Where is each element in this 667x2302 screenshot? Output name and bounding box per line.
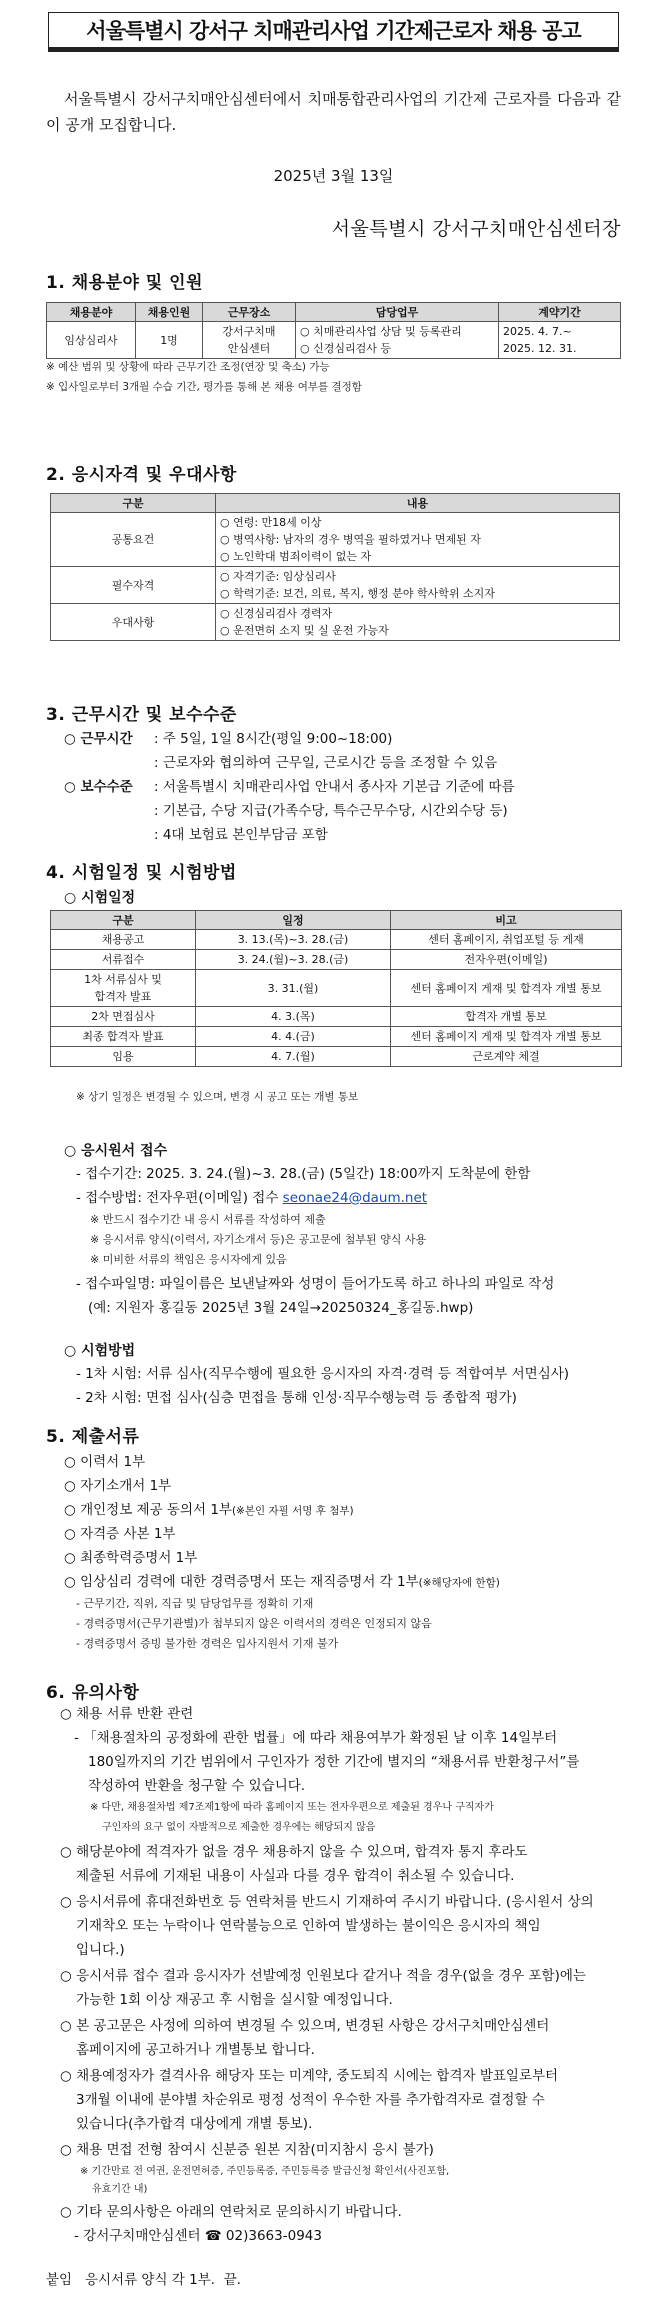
schedule-note: ※ 상기 일정은 변경될 수 있으며, 변경 시 공고 또는 개별 통보 <box>76 1091 359 1103</box>
issuer: 서울특별시 강서구치매안심센터장 <box>331 218 621 240</box>
notice-7: ○ 기타 문의사항은 아래의 연락처로 문의하시기 바랍니다. <box>60 2204 402 2220</box>
section-4-heading: 4. 시험일정 및 시험방법 <box>46 863 237 883</box>
cell-required-label: 필수자격 <box>51 567 216 604</box>
pay-2: : 기본급, 수당 지급(가족수당, 특수근무수당, 시간외수당 등) <box>154 803 508 819</box>
s1-note-1: ※ 예산 범위 및 상황에 따라 근무기간 조정(연장 및 축소) 가능 <box>46 361 330 373</box>
cell-common-items: ○ 연령: 만18세 이상 ○ 병역사항: 남자의 경우 병역을 필하였거나 면제된 자 ○ 노인학대 범죄이력이 없는 자 <box>216 513 620 567</box>
attachment: 붙임 응시서류 양식 각 1부. 끝. <box>46 2272 241 2288</box>
notice-1a: ○ 해당분야에 적격자가 없을 경우 채용하지 않을 수 있으며, 합격자 통지 후라도 <box>60 1844 528 1860</box>
pay-label: ○ 보수수준 <box>64 779 133 795</box>
qualification-table <box>50 493 620 641</box>
notice-5c: 있습니다(추가합격 대상에게 개별 통보). <box>76 2116 313 2132</box>
notice-5a: ○ 채용예정자가 결격사유 해당자 또는 미계약, 중도퇴직 시에는 합격자 발표일로부터 <box>60 2068 559 2084</box>
doc-sub-1: - 근무기간, 직위, 직급 및 담당업무를 정확히 기재 <box>76 1597 314 1610</box>
table-row: 최종 합격자 발표 4. 4.(금) 센터 홈페이지 게재 및 합격자 개별 통보 <box>51 1027 622 1047</box>
cell-period: 2025. 4. 7.~ 2025. 12. 31. <box>499 322 621 359</box>
work-hours-label: ○ 근무시간 <box>64 731 133 747</box>
notice-date: 2025년 3월 13일 <box>273 167 394 185</box>
th-stage: 구분 <box>51 911 196 930</box>
section-6-heading: 6. 유의사항 <box>46 1683 140 1703</box>
intro-text: 서울특별시 강서구치매안심센터에서 치매통합관리사업의 기간제 근로자를 다음과 같이 공개 모집합니다. <box>46 90 621 134</box>
apply-note-2: ※ 응시서류 양식(이력서, 자기소개서 등)은 공고문에 첨부된 양식 사용 <box>90 1233 427 1246</box>
doc-item-1: ○ 이력서 1부 <box>64 1454 146 1470</box>
doc-item-5: ○ 최종학력증명서 1부 <box>64 1550 198 1566</box>
email-link[interactable]: seonae24@daum.net <box>282 1190 428 1206</box>
th-date: 일정 <box>196 911 391 930</box>
contact: - 강서구치매안심센터 ☎ 02)3663-0943 <box>74 2228 322 2244</box>
cell-required-items: ○ 자격기준: 임상심리사 ○ 학력기준: 보건, 의료, 복지, 행정 분야 학사학위 소지자 <box>216 567 620 604</box>
doc-sub-2: - 경력증명서(근무기관별)가 첨부되지 않은 이력서의 경력은 인정되지 않음 <box>76 1617 432 1630</box>
doc-item-6: ○ 임상심리 경력에 대한 경력증명서 또는 재직증명서 각 1부(※해당자에 한함) <box>64 1574 500 1590</box>
table-row: 임용 4. 7.(월) 근로계약 체결 <box>51 1047 622 1067</box>
pay-1: : 서울특별시 치매관리사업 안내서 종사자 기본급 기준에 따름 <box>154 779 515 795</box>
return-note-1: ※ 다만, 채용절차법 제7조제1항에 따라 홈페이지 또는 전자우편으로 제출된 경우나 구직자가 <box>90 1802 494 1813</box>
notice-4a: ○ 본 공고문은 사정에 의하여 변경될 수 있으며, 변경된 사항은 강서구치매안심센터 <box>60 2018 550 2034</box>
work-hours-1: : 주 5일, 1일 8시간(평일 9:00~18:00) <box>154 731 393 747</box>
work-hours-2: : 근로자와 협의하여 근무일, 근로시간 등을 조정할 수 있음 <box>154 755 498 771</box>
th-category: 구분 <box>51 494 216 513</box>
doc-item-4: ○ 자격증 사본 1부 <box>64 1526 176 1542</box>
method-2: - 2차 시험: 면접 심사(심층 면접을 통해 인성·직무수행능력 등 종합적 평가) <box>76 1390 517 1406</box>
method-title: ○ 시험방법 <box>64 1343 136 1359</box>
apply-period: - 접수기간: 2025. 3. 24.(월)~3. 28.(금) (5일간) 18:00까지 도착분에 한함 <box>76 1166 531 1182</box>
notice-1b: 제출된 서류에 기재된 내용이 사실과 다를 경우 합격이 취소될 수 있습니다. <box>76 1868 515 1884</box>
section-3-heading: 3. 근무시간 및 보수수준 <box>46 705 237 725</box>
th-content: 내용 <box>216 494 620 513</box>
table-row: 1차 서류심사 및 합격자 발표 3. 31.(월) 센터 홈페이지 게재 및 합격자 개별 통보 <box>51 970 622 1007</box>
notice-4b: 홈페이지에 공고하거나 개별통보 합니다. <box>76 2042 315 2058</box>
section-2-heading: 2. 응시자격 및 우대사항 <box>46 465 237 485</box>
th-place: 근무장소 <box>203 303 296 322</box>
doc-sub-3: - 경력증명서 증빙 불가한 경력은 입사지원서 기재 불가 <box>76 1637 339 1650</box>
cell-preferred-label: 우대사항 <box>51 604 216 641</box>
notice-3a: ○ 응시서류 접수 결과 응시자가 선발예정 인원보다 같거나 적을 경우(없을 경우 포함)에는 <box>60 1968 586 1984</box>
apply-title: ○ 응시원서 접수 <box>64 1143 168 1159</box>
notice-2a: ○ 응시서류에 휴대전화번호 등 연락처를 반드시 기재하여 주시기 바랍니다. (응시원서 상의 <box>60 1894 594 1910</box>
cell-duty: ○ 치매관리사업 상담 및 등록관리 ○ 신경심리검사 등 <box>296 322 499 359</box>
notice-6: ○ 채용 면접 전형 참여시 신분증 원본 지참(미지참시 응시 불가) <box>60 2142 434 2158</box>
page-title: 서울특별시 강서구 치매관리사업 기간제근로자 채용 공고 <box>48 12 619 52</box>
doc-item-2: ○ 자기소개서 1부 <box>64 1478 172 1494</box>
schedule-title: ○ 시험일정 <box>64 890 136 906</box>
notice-6-note-1: ※ 기간만료 전 여권, 운전면허증, 주민등록증, 주민등록증 발급신청 확인서(사진포함, <box>80 2166 450 2177</box>
filename-example: (예: 지원자 홍길동 2025년 3월 24일→20250324_홍길동.hwp) <box>88 1300 474 1316</box>
notice-2c: 입니다.) <box>76 1942 125 1958</box>
recruit-table <box>46 302 621 359</box>
return-line-1: - 「채용절차의 공정화에 관한 법률」에 따라 채용여부가 확정된 날 이후 14일부터 <box>74 1730 558 1746</box>
th-remark: 비고 <box>391 911 622 930</box>
cell-field: 임상심리사 <box>47 322 136 359</box>
section-1-heading: 1. 채용분야 및 인원 <box>46 273 203 293</box>
method-1: - 1차 시험: 서류 심사(직무수행에 필요한 응시자의 자격·경력 등 적합여부 서면심사) <box>76 1366 570 1382</box>
table-row: 채용공고 3. 13.(목)~3. 28.(금) 센터 홈페이지, 취업포털 등 게재 <box>51 930 622 950</box>
schedule-table <box>50 910 622 1067</box>
apply-note-3: ※ 미비한 서류의 책임은 응시자에게 있음 <box>90 1253 287 1266</box>
notice-5b: 3개월 이내에 분야별 차순위로 평정 성적이 우수한 자를 추가합격자로 결정할 수 <box>76 2092 545 2108</box>
filename-rule: - 접수파일명: 파일이름은 보낸날짜와 성명이 들어가도록 하고 하나의 파일로 작성 <box>76 1276 555 1292</box>
notice-3b: 가능한 1회 이상 재공고 후 시험을 실시할 예정입니다. <box>76 1992 393 2008</box>
th-field: 채용분야 <box>47 303 136 322</box>
th-period: 계약기간 <box>499 303 621 322</box>
return-line-3: 작성하여 반환을 청구할 수 있습니다. <box>88 1778 306 1794</box>
return-title: ○ 채용 서류 반환 관련 <box>60 1706 194 1722</box>
cell-count: 1명 <box>136 322 203 359</box>
apply-note-1: ※ 반드시 접수기간 내 응시 서류를 작성하여 제출 <box>90 1213 326 1226</box>
notice-2b: 기재착오 또는 누락이나 연락불능으로 인하여 발생하는 불이익은 응시자의 책임 <box>76 1918 541 1934</box>
return-line-2: 180일까지의 기간 범위에서 구인자가 정한 기간에 별지의 “채용서류 반환청구서”를 <box>88 1754 580 1770</box>
th-duty: 담당업무 <box>296 303 499 322</box>
table-row: 2차 면접심사 4. 3.(목) 합격자 개별 통보 <box>51 1007 622 1027</box>
table-row: 서류접수 3. 24.(월)~3. 28.(금) 전자우편(이메일) <box>51 950 622 970</box>
cell-common-label: 공통요건 <box>51 513 216 567</box>
section-5-heading: 5. 제출서류 <box>46 1427 140 1447</box>
cell-preferred-items: ○ 신경심리검사 경력자 ○ 운전면허 소지 및 실 운전 가능자 <box>216 604 620 641</box>
notice-6-note-2: 유효기간 내) <box>92 2184 148 2195</box>
apply-method: - 접수방법: 전자우편(이메일) 접수 seonae24@daum.net <box>76 1190 428 1206</box>
th-count: 채용인원 <box>136 303 203 322</box>
s1-note-2: ※ 입사일로부터 3개월 수습 기간, 평가를 통해 본 채용 여부를 결정함 <box>46 381 362 393</box>
return-note-2: 구인자의 요구 없이 자발적으로 제출한 경우에는 해당되지 않음 <box>102 1822 376 1833</box>
cell-place: 강서구치매 안심센터 <box>203 322 296 359</box>
doc-item-3: ○ 개인정보 제공 동의서 1부(※본인 자필 서명 후 첨부) <box>64 1502 354 1518</box>
pay-3: : 4대 보험료 본인부담금 포함 <box>154 827 328 843</box>
